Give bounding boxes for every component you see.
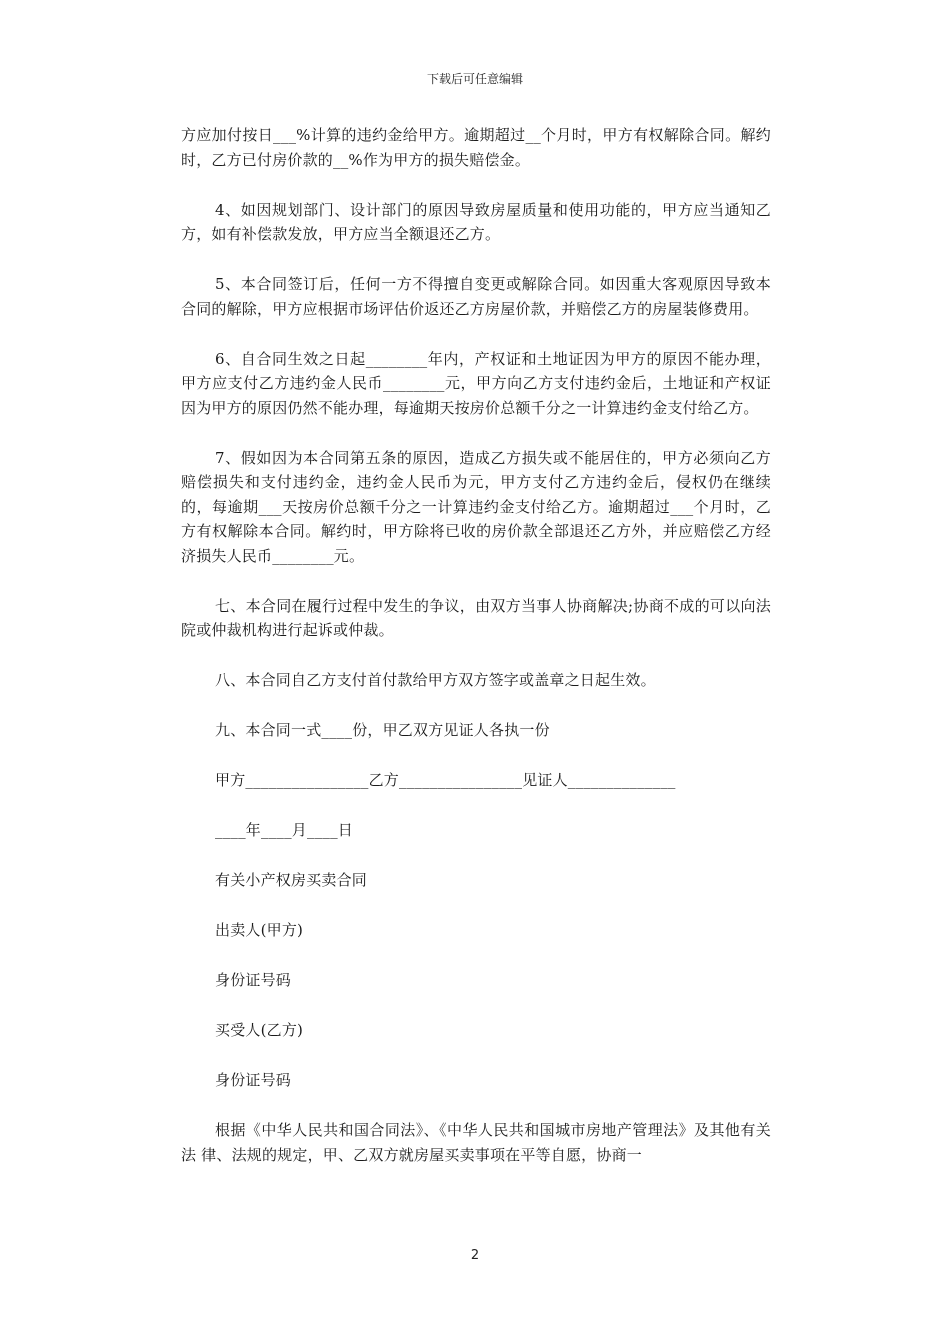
paragraph-section-7: 七、本合同在履行过程中发生的争议，由双方当事人协商解决;协商不成的可以向法院或仲裁机构进行起诉或仲裁。 bbox=[181, 596, 771, 639]
signature-line: 甲方________________乙方________________见证人______________ bbox=[215, 771, 676, 789]
paragraph-clause-4: 4、如因规划部门、设计部门的原因导致房屋质量和使用功能的，甲方应当通知乙方，如有补偿款发放，甲方应当全额退还乙方。 bbox=[181, 200, 771, 243]
paragraph-clause-6: 6、自合同生效之日起________年内，产权证和土地证因为甲方的原因不能办理，甲方应支付乙方违约金人民币________元，甲方向乙方支付违约金后，土地证和产权证因为甲方的原因仍然不能办理，每逾期天按房价总额千分之一计算违约金支付给乙方。 bbox=[181, 349, 771, 417]
page-number: 2 bbox=[470, 1248, 480, 1263]
seller-label: 出卖人(甲方) bbox=[215, 921, 304, 939]
paragraph-continuation: 方应加付按日___%计算的违约金给甲方。逾期超过__个月时，甲方有权解除合同。解约时，乙方已付房价款的__%作为甲方的损失赔偿金。 bbox=[181, 126, 771, 169]
seller-id-label: 身份证号码 bbox=[215, 971, 292, 989]
date-line: ____年____月____日 bbox=[215, 821, 354, 839]
document-body bbox=[181, 123, 771, 1193]
paragraph-clause-5: 5、本合同签订后，任何一方不得擅自变更或解除合同。如因重大客观原因导致本合同的解除，甲方应根据市场评估价返还乙方房屋价款，并赔偿乙方的房屋装修费用。 bbox=[181, 275, 771, 318]
buyer-id-label: 身份证号码 bbox=[215, 1071, 292, 1089]
paragraph-clause-7: 7、假如因为本合同第五条的原因，造成乙方损失或不能居住的，甲方必须向乙方赔偿损失和支付违约金，违约金人民币为元，甲方支付乙方违约金后，侵权仍在继续的，每逾期___天按房价总额千分之一计算违约金支付给乙方。逾期超过___个月时，乙方有权解除本合同。解约时，甲方除将已收的房价款全部退还乙方外，并应赔偿乙方经济损失人民币________元。 bbox=[181, 448, 771, 565]
contract-title: 有关小产权房买卖合同 bbox=[215, 871, 368, 889]
page-header: 下载后可任意编辑 bbox=[426, 72, 523, 86]
line-section-8: 八、本合同自乙方支付首付款给甲方双方签字或盖章之日起生效。 bbox=[215, 671, 656, 689]
buyer-label: 买受人(乙方) bbox=[215, 1021, 304, 1039]
line-section-9: 九、本合同一式____份，甲乙双方见证人各执一份 bbox=[215, 721, 550, 739]
paragraph-preamble: 根据《中华人民共和国合同法》、《中华人民共和国城市房地产管理法》及其他有关法 律、法规的规定，甲、乙双方就房屋买卖事项在平等自愿，协商一 bbox=[181, 1121, 771, 1164]
